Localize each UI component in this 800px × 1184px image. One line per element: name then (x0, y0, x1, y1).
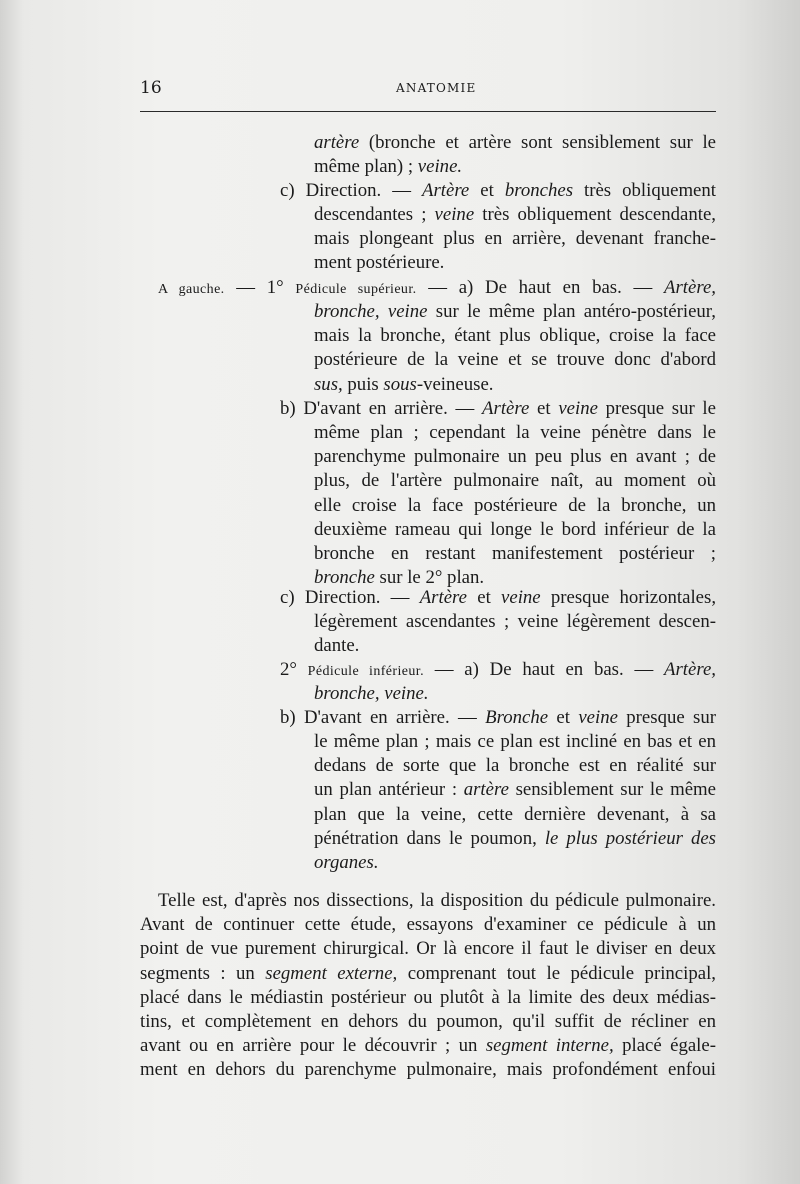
inferior-pedicle-heading (280, 658, 716, 684)
text-line: deuxième rameau qui longe le bord inférieur de la (314, 518, 716, 540)
text-line: parenchyme pulmonaire un peu plus en avant ; de (314, 446, 716, 468)
description-block-7 (280, 586, 716, 610)
text-line: sus, puis sous-veineuse. (314, 373, 494, 395)
left-side-heading-line (158, 276, 716, 302)
page-header (140, 78, 716, 100)
text-line: un plan antérieur : artère sensiblement sur le même (314, 779, 716, 801)
description-block-6 (314, 421, 716, 590)
text-line: descendantes ; veine très obliquement descendante, (314, 204, 717, 225)
text-line: c) Direction. — Artère et bronches très obliquement (280, 180, 716, 201)
text-line: c) Direction. — Artère et veine presque horizontales, (280, 587, 717, 608)
text-line: dedans de sorte que la bronche est en réalité sur (314, 755, 716, 777)
text-line: même plan) ; veine. (314, 156, 463, 178)
text-line: légèrement ascendantes ; veine légèrement descen- (314, 611, 716, 632)
text-line: placé dans le médiastin postérieur ou plutôt à la limite des deux médias- (140, 986, 716, 1008)
text-line: pénétration dans le poumon, le plus postérieur des (314, 827, 716, 849)
text-line: b) D'avant en arrière. — Bronche et veine presque sur (280, 707, 716, 728)
text-line: artère (bronche et artère sont sensiblement sur le (314, 132, 716, 153)
text-line: plan que la veine, cette dernière devenant, à sa (314, 803, 716, 825)
description-block-9 (314, 682, 716, 706)
text-line: organes. (314, 852, 379, 874)
description-block-8 (314, 610, 716, 658)
text-line: Telle est, d'après nos dissections, la disposition du pédicule pulmonaire. (158, 890, 716, 911)
text-line: ment postérieure. (314, 252, 445, 274)
text-line: mais plongeant plus en arrière, devenant franche- (314, 228, 716, 250)
text-line: avant ou en arrière pour le découvrir ; un segment interne, placé égale- (140, 1035, 716, 1057)
text-line: bronche en restant manifestement postérieur ; (314, 543, 716, 565)
body-paragraph (140, 889, 716, 1083)
text-line: mais la bronche, étant plus oblique, croise la face (314, 325, 716, 347)
running-title: ANATOMIE (396, 81, 477, 95)
text-line: elle croise la face postérieure de la bronche, un (314, 494, 716, 516)
page-number: 16 (140, 78, 162, 98)
text-line: bronche, veine sur le même plan antéro-postérieur, (314, 301, 716, 322)
text-line: b) D'avant en arrière. — Artère et veine presque sur le (280, 398, 716, 419)
text-line: postérieure de la veine et se trouve donc d'abord (314, 349, 716, 371)
text-line: point de vue purement chirurgical. Or là encore il faut le diviser en deux (140, 938, 716, 960)
text-line: Avant de continuer cette étude, essayons d'examiner ce pédicule à un (140, 914, 716, 936)
text-line: ment en dehors du parenchyme pulmonaire, mais profondément enfoui (140, 1059, 716, 1081)
text-line: le même plan ; mais ce plan est incliné en bas et en (314, 731, 716, 752)
text-line: même plan ; cependant la veine pénètre dans le (314, 422, 716, 443)
text-line: bronche, veine. (314, 683, 429, 704)
text-line: A gauche. — 1° Pédicule supérieur. — a) De haut en bas. — Artère, (158, 277, 716, 298)
text-line: bronche sur le 2° plan. (314, 567, 485, 589)
text-line: segments : un segment externe, comprenant tout le pédicule principal, (140, 962, 716, 984)
description-block-1 (314, 131, 716, 179)
text-line: 2° Pédicule inférieur. — a) De haut en bas. — Artère, (280, 659, 716, 680)
description-block-5 (280, 397, 716, 421)
text-line: tins, et complètement en dehors du poumon, qu'il suffit de récliner en (140, 1011, 716, 1033)
description-block-10 (280, 706, 716, 730)
description-block-3 (314, 203, 716, 276)
text-line: plus, de l'artère pulmonaire naît, au moment où (314, 470, 716, 492)
description-block-2 (280, 179, 716, 203)
header-rule (140, 111, 716, 112)
description-block-11 (314, 730, 716, 875)
description-block-4 (314, 300, 716, 397)
text-line: dante. (314, 635, 360, 657)
